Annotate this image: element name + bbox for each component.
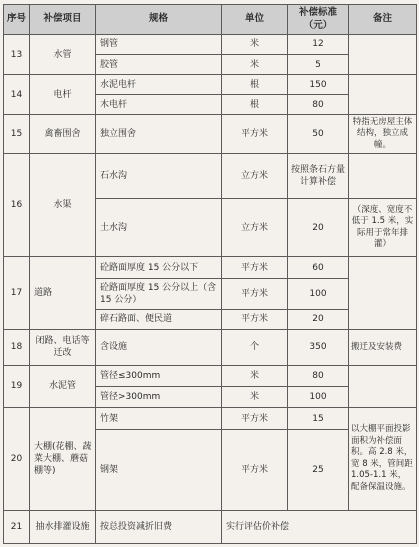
table-row	[4, 510, 417, 543]
row-standard: 80	[288, 365, 349, 386]
row-item: 闭路、电话等迁改	[30, 329, 96, 365]
row-item: 大棚(花棚、蔬菜大棚、蘑菇棚等)	[30, 408, 96, 511]
row-spec: 竹架	[96, 408, 222, 430]
compensation-table-sheet	[3, 4, 416, 544]
row-no: 19	[4, 365, 30, 407]
row-no: 21	[4, 510, 30, 543]
row-spec: 钢架	[96, 430, 222, 510]
row-no: 16	[4, 153, 30, 257]
row-spec: 砼路面厚度 15 公分以下	[96, 257, 222, 279]
row-spec: 按总投资减折旧费	[96, 510, 222, 543]
row-unit: 米	[222, 386, 288, 407]
row-note	[349, 35, 417, 75]
row-unit: 立方米	[222, 153, 288, 198]
row-unit: 米	[222, 365, 288, 386]
row-spec: 碎石路面、便民道	[96, 309, 222, 329]
header-spec: 规格	[96, 5, 222, 35]
row-standard: 20	[288, 198, 349, 256]
row-unit: 平方米	[222, 115, 288, 153]
row-item: 水渠	[30, 153, 96, 257]
row-spec: 水泥电杆	[96, 75, 222, 95]
row-unit: 平方米	[222, 279, 288, 309]
row-standard: 5	[288, 55, 349, 75]
row-spec: 石水沟	[96, 153, 222, 198]
row-unit: 平方米	[222, 408, 288, 430]
table-row	[4, 75, 417, 95]
row-spec: 土水沟	[96, 198, 222, 256]
row-no: 14	[4, 75, 30, 115]
row-no: 18	[4, 329, 30, 365]
row-standard: 100	[288, 386, 349, 407]
header-note: 备注	[349, 5, 417, 35]
row-standard: 20	[288, 309, 349, 329]
row-unit: 根	[222, 95, 288, 115]
row-item: 抽水排灌设施	[30, 510, 96, 543]
row-unit: 立方米	[222, 198, 288, 256]
row-unit: 米	[222, 35, 288, 55]
row-standard: 50	[288, 115, 349, 153]
row-no: 15	[4, 115, 30, 153]
row-item: 水管	[30, 35, 96, 75]
row-no: 13	[4, 35, 30, 75]
row-note: （深度、宽度不低于 1.5 米，实际用于常年排灌）	[349, 198, 417, 256]
header-no: 序号	[4, 5, 30, 35]
row-spec: 独立围舍	[96, 115, 222, 153]
row-no: 20	[4, 408, 30, 511]
row-standard: 12	[288, 35, 349, 55]
row-standard: 100	[288, 279, 349, 309]
row-item: 水泥管	[30, 365, 96, 407]
header-item: 补偿项目	[30, 5, 96, 35]
row-spec: 管径≤300mm	[96, 365, 222, 386]
row-standard: 按照条石方量计算补偿	[288, 153, 349, 198]
row-spec: 管径>300mm	[96, 386, 222, 407]
row-unit: 平方米	[222, 430, 288, 510]
row-spec: 木电杆	[96, 95, 222, 115]
row-standard: 25	[288, 430, 349, 510]
row-merged-note: 实行评估价补偿	[222, 510, 417, 543]
table-row	[4, 115, 417, 153]
row-item: 电杆	[30, 75, 96, 115]
row-note: 特指无房屋主体结构，独立成幢。	[349, 115, 417, 153]
row-spec: 钢管	[96, 35, 222, 55]
row-no: 17	[4, 257, 30, 329]
row-unit: 个	[222, 329, 288, 365]
row-spec: 胶管	[96, 55, 222, 75]
row-standard: 350	[288, 329, 349, 365]
row-unit: 平方米	[222, 257, 288, 279]
row-spec: 含设施	[96, 329, 222, 365]
row-note	[349, 365, 417, 407]
header-standard: 补偿标准（元）	[288, 5, 349, 35]
row-spec: 砼路面厚度 15 公分以上（含 15 公分）	[96, 279, 222, 309]
row-item: 道路	[30, 257, 96, 329]
row-unit: 平方米	[222, 309, 288, 329]
table-row	[4, 408, 417, 430]
row-standard: 80	[288, 95, 349, 115]
row-unit: 米	[222, 55, 288, 75]
table-row	[4, 35, 417, 55]
row-standard: 60	[288, 257, 349, 279]
row-standard: 15	[288, 408, 349, 430]
row-note	[349, 75, 417, 115]
table-row	[4, 257, 417, 279]
compensation-table	[3, 4, 417, 544]
header-unit: 单位	[222, 5, 288, 35]
row-standard: 150	[288, 75, 349, 95]
table-row	[4, 329, 417, 365]
row-unit: 根	[222, 75, 288, 95]
row-item: 禽畜围舍	[30, 115, 96, 153]
header-row	[4, 5, 417, 35]
row-note	[349, 153, 417, 198]
table-row	[4, 365, 417, 386]
row-note: 以大棚平面投影面积为补偿面积。高 2.8 米，宽 8 米，管间距 1.05-1.1 米，配备保温设施。	[349, 408, 417, 511]
row-note	[349, 257, 417, 329]
table-row	[4, 153, 417, 198]
row-note: 搬迁及安装费	[349, 329, 417, 365]
